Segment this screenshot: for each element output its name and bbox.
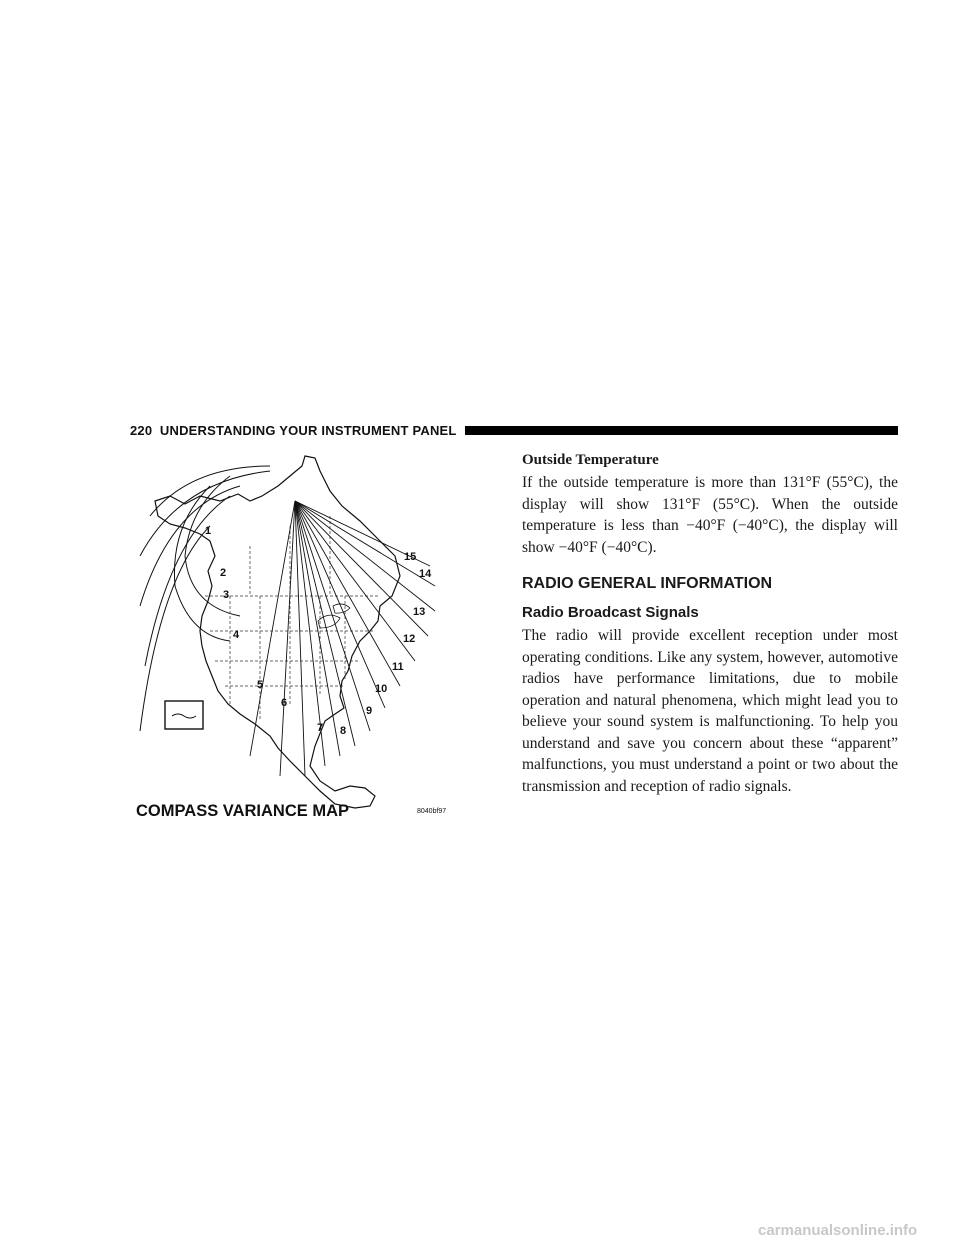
zone-label-6: 6 (281, 697, 288, 709)
text-column (522, 450, 898, 797)
page-header-text (130, 423, 457, 438)
radio-signals-heading: Radio Broadcast Signals (522, 604, 699, 621)
outside-temperature-heading: Outside Temperature (522, 452, 659, 468)
compass-variance-map (130, 446, 460, 826)
page-number: 220 (130, 422, 153, 438)
zone-label-2: 2 (220, 567, 227, 579)
hawaii-inset (165, 701, 203, 729)
zone-label-10: 10 (375, 683, 388, 695)
zone-label-12: 12 (403, 633, 416, 645)
header-rule (465, 426, 898, 435)
radio-signals-text: The radio will provide excellent reception under most operating conditions. Like any system, however, automotive radios have performance limitations, due to mobile operation and natural phenomena, which might lead you to believe your sound system is malfunctioning. To help you understand and save you concern about these “apparent” malfunctions, you must understand a point or two about the transmission and reception of radio signals. (522, 627, 898, 795)
figure-code: 8040bf97 (417, 808, 447, 815)
figure-caption: COMPASS VARIANCE MAP (136, 802, 349, 820)
watermark-text: carmanualsonline.info (758, 1222, 918, 1239)
zone-label-8: 8 (340, 725, 347, 737)
section-title: RADIO GENERAL INFORMATION (522, 575, 773, 592)
zone-label-4: 4 (233, 629, 240, 641)
zone-label-7: 7 (317, 722, 324, 734)
compass-variance-map-figure (130, 446, 460, 826)
zone-label-15: 15 (404, 551, 417, 563)
zone-label-14: 14 (419, 568, 432, 580)
outside-temperature-text: If the outside temperature is more than 131°F (55°C), the display will show 131°F (55°C). When the outside temperature is less than −40°F (−40°C), the display will show −40°F (−40°C). (522, 474, 898, 556)
zone-label-5: 5 (257, 679, 264, 691)
zone-label-11: 11 (392, 661, 404, 673)
chapter-title: UNDERSTANDING YOUR INSTRUMENT PANEL (159, 422, 457, 438)
zone-label-13: 13 (413, 606, 426, 618)
zone-label-9: 9 (366, 705, 373, 717)
zone-label-3: 3 (223, 589, 230, 601)
zone-label-1: 1 (205, 525, 212, 537)
page-header (130, 420, 898, 440)
